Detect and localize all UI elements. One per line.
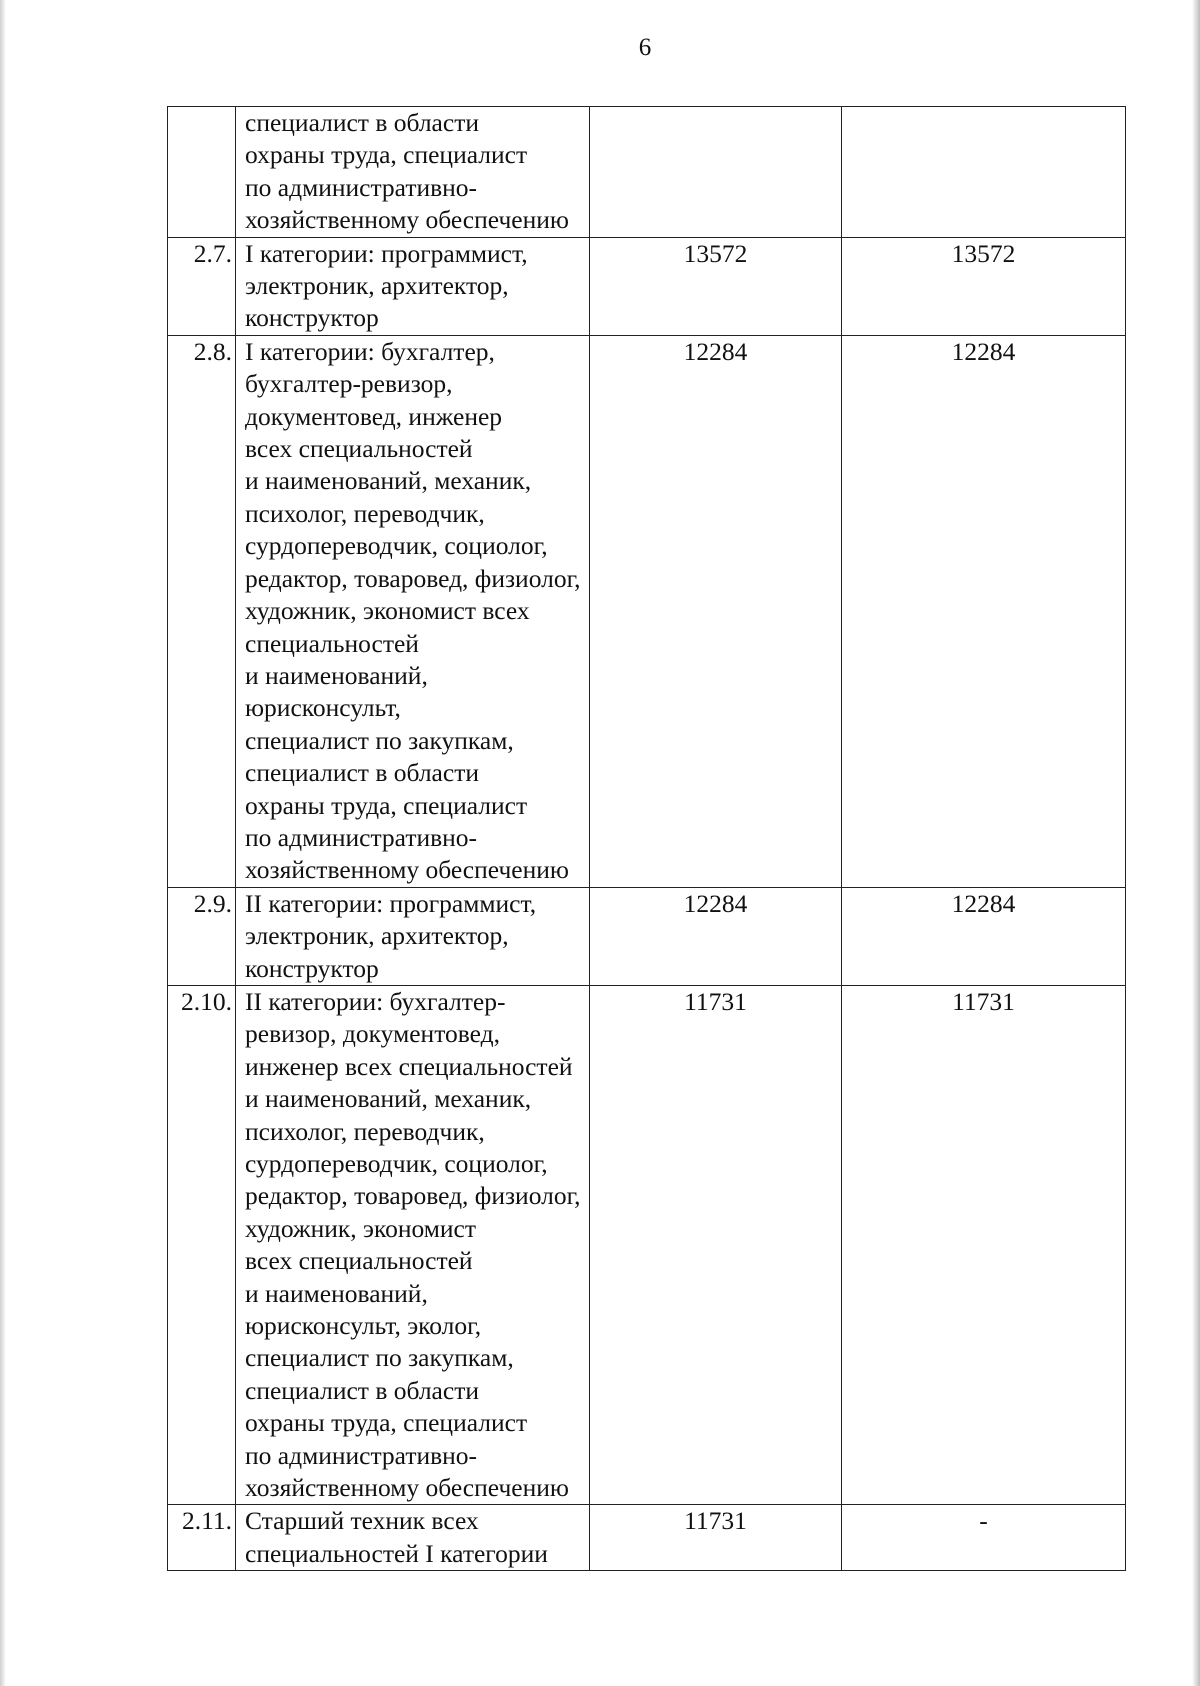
value-column-2: - [842,1505,1126,1571]
position-name: специалист в области охраны труда, специалист по административно- хозяйственному обеспечению [236,107,590,238]
value-column-2: 13572 [842,237,1126,335]
position-name: II категории: программист, электроник, архитектор, конструктор [236,887,590,985]
value-column-2 [842,107,1126,238]
row-number: 2.8. [168,335,236,887]
scan-edge-left [0,0,6,1686]
value-column-1: 12284 [590,887,842,985]
value-column-1: 13572 [590,237,842,335]
value-column-1: 11731 [590,985,842,1505]
row-number: 2.11. [168,1505,236,1571]
row-number: 2.7. [168,237,236,335]
row-number [168,107,236,238]
position-name: I категории: бухгалтер, бухгалтер-ревизор, документовед, инженер всех специальностей и наименований, механик, психолог, переводчик, сурдопереводчик, социолог, редактор, товаровед, физиолог, художник, экономист всех специальностей и наименований, юрисконсульт, специалист по закупкам, специалист в области охраны труда, специалист по административно- хозяйственному обеспечению [236,335,590,887]
scan-edge-right [1192,0,1200,1686]
value-column-2: 11731 [842,985,1126,1505]
value-column-2: 12284 [842,335,1126,887]
value-column-2: 12284 [842,887,1126,985]
salary-table [167,106,1126,1571]
table-row [168,237,1126,335]
value-column-1: 11731 [590,1505,842,1571]
position-name: I категории: программист, электроник, архитектор, конструктор [236,237,590,335]
row-number: 2.9. [168,887,236,985]
table-row [168,335,1126,887]
row-number: 2.10. [168,985,236,1505]
table-row [168,887,1126,985]
position-name: II категории: бухгалтер- ревизор, документовед, инженер всех специальностей и наименований, механик, психолог, переводчик, сурдопереводчик, социолог, редактор, товаровед, физиолог, художник, экономист всех специальностей и наименований, юрисконсульт, эколог, специалист по закупкам, специалист в области охраны труда, специалист по административно- хозяйственному обеспечению [236,985,590,1505]
table-row [168,985,1126,1505]
value-column-1: 12284 [590,335,842,887]
position-name: Старший техник всех специальностей I категории [236,1505,590,1571]
value-column-1 [590,107,842,238]
table-row [168,1505,1126,1571]
table-row [168,107,1126,238]
page-number: 6 [638,34,652,61]
